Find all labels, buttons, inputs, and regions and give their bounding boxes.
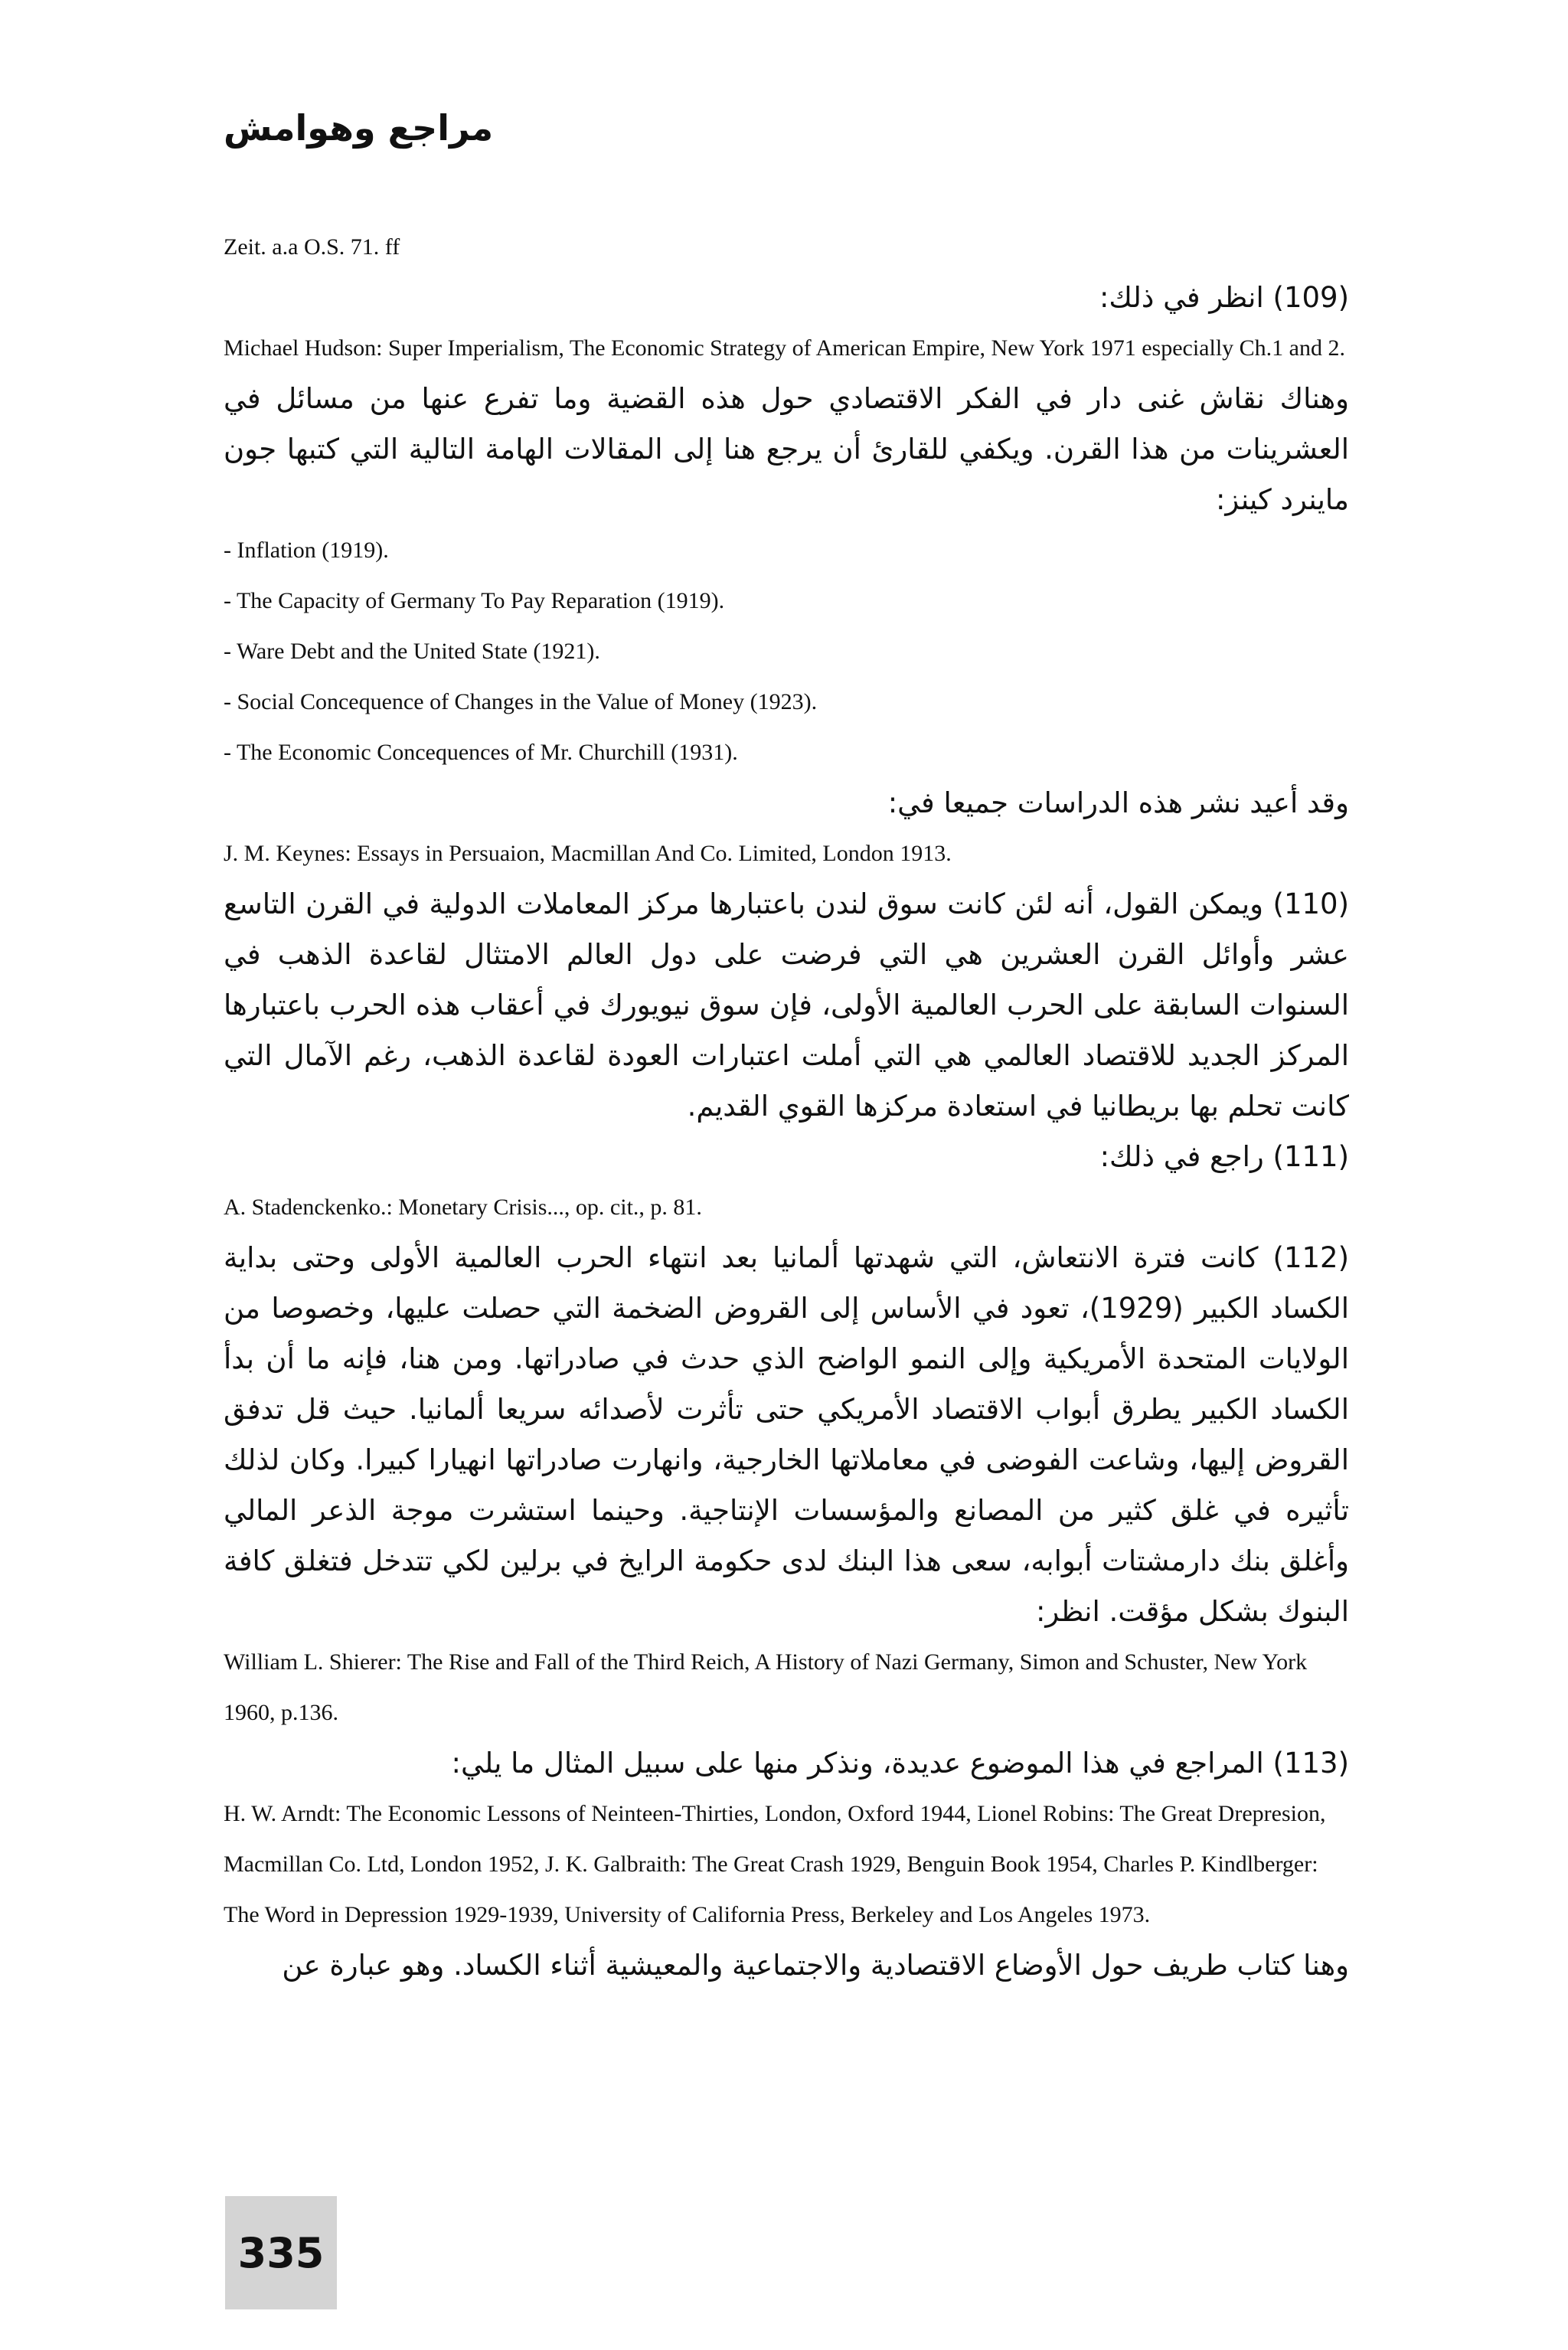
footnote-text: (111) راجع في ذلك:	[1099, 1140, 1349, 1173]
reference-line: - Inflation (1919).	[224, 538, 389, 563]
reference-line: - The Capacity of Germany To Pay Reparation (1919).	[224, 588, 725, 613]
footnotes-content	[224, 222, 1349, 1991]
footnote-text: وهناك نقاش غنى دار في الفكر الاقتصادي حول هذه القضية وما تفرع عنها من مسائل في العشرينات من هذا القرن. ويكفي للقارئ أن يرجع هنا إلى المقالات الهامة التالية التي كتبها جون ماينرد كينز:	[224, 382, 1349, 516]
reference-line: - The Economic Concequences of Mr. Churchill (1931).	[224, 740, 738, 765]
reference-line: Zeit. a.a O.S. 71. ff	[224, 234, 400, 260]
page-number: 335	[225, 2196, 337, 2309]
footnote-text: وقد أعيد نشر هذه الدراسات جميعا في:	[887, 786, 1349, 819]
reference-line: William L. Shierer: The Rise and Fall of the Third Reich, A History of Nazi Germany, Simon and Schuster, New York 1960, p.136.	[224, 1649, 1308, 1725]
reference-line: H. W. Arndt: The Economic Lessons of Neinteen-Thirties, London, Oxford 1944, Lionel Robins: The Great Drepresion, Macmillan Co. Ltd, London 1952, J. K. Galbraith: The Great Crash 1929, Benguin Book 1954, Charles P. Kindlberger: The Word in Depression 1929-1939, University of California Press, Berkeley and Los Angeles 1973.	[224, 1801, 1326, 1927]
reference-line: Michael Hudson: Super Imperialism, The Economic Strategy of American Empire, New York 1971 especially Ch.1 and 2.	[224, 335, 1345, 361]
footnote-text: (109) انظر في ذلك:	[1099, 281, 1349, 314]
reference-line: J. M. Keynes: Essays in Persuaion, Macmillan And Co. Limited, London 1913.	[224, 841, 952, 866]
footnote-text: (112) كانت فترة الانتعاش، التي شهدتها ألمانيا بعد انتهاء الحرب العالمية الأولى وحتى بداية الكساد الكبير (1929)، تعود في الأساس إلى القروض الضخمة التي حصلت عليها، وخصوصا من الولايات المتحدة الأمريكية وإلى النمو الواضح الذي حدث في صادراتها. ومن هنا، فإنه ما أن بدأ الكساد الكبير يطرق أبواب الاقتصاد الأمريكي حتى تأثرت لأصدائه سريعا ألمانيا. حيث قل تدفق القروض إليها، وشاعت الفوضى في معاملاتها الخارجية، وانهارت صادراتها انهيارا كبيرا. وكان لذلك تأثيره في غلق كثير من المصانع والمؤسسات الإنتاجية. وحينما استشرت موجة الذعر المالي وأغلق بنك دارمشتات أبوابه، سعى هذا البنك لدى حكومة الرايخ في برلين لكي تتدخل فتغلق كافة البنوك بشكل مؤقت. انظر:	[224, 1241, 1349, 1628]
reference-line: - Social Concequence of Changes in the Value of Money (1923).	[224, 689, 818, 714]
footnote-text: (110) ويمكن القول، أنه لئن كانت سوق لندن باعتبارها مركز المعاملات الدولية في القرن التاسع عشر وأوائل القرن العشرين هي التي فرضت على دول العالم الامتثال لقاعدة الذهب في السنوات السابقة على الحرب العالمية الأولى، فإن سوق نيويورك في أعقاب هذه الحرب باعتبارها المركز الجديد للاقتصاد العالمي هي التي أملت اعتبارات العودة لقاعدة الذهب، رغم الآمال التي كانت تحلم بها بريطانيا في استعادة مركزها القوي القديم.	[224, 887, 1349, 1123]
reference-line: A. Stadenckenko.: Monetary Crisis..., op. cit., p. 81.	[224, 1195, 702, 1220]
footnote-text: (113) المراجع في هذا الموضوع عديدة، ونذكر منها على سبيل المثال ما يلي:	[451, 1747, 1349, 1780]
running-header: مراجع وهوامش	[224, 107, 494, 149]
footnote-text: وهنا كتاب طريف حول الأوضاع الاقتصادية والاجتماعية والمعيشية أثناء الكساد. وهو عبارة عن	[282, 1949, 1349, 1982]
reference-line: - Ware Debt and the United State (1921).	[224, 639, 600, 664]
